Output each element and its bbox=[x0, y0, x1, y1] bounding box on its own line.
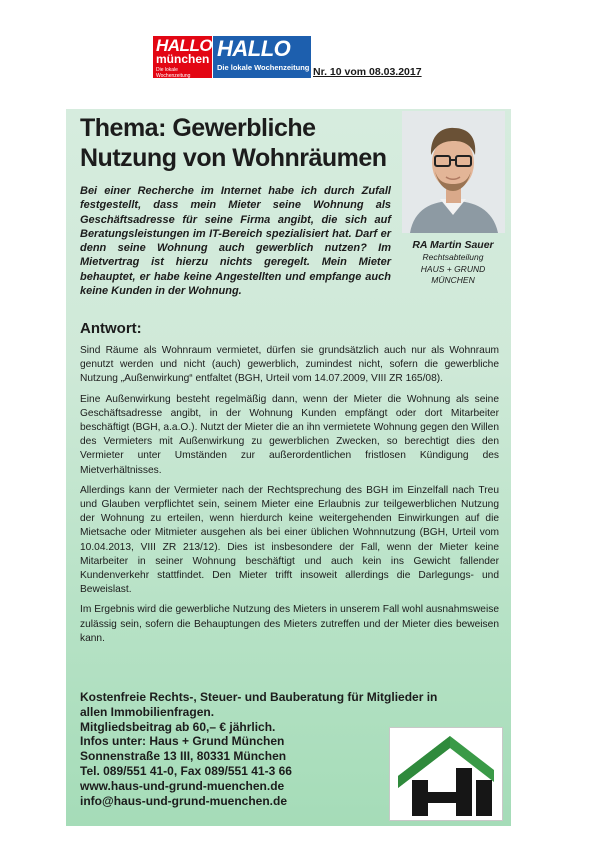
title-line-2: Nutzung von Wohnräumen bbox=[80, 144, 387, 172]
answer-paragraph-1: Sind Räume als Wohnraum vermietet, dürfen sie grundsätzlich auch nur als Wohnraum genutzt werden und nicht (auch) gewerblich, zumindest nicht, sofern die gewerbliche Nutzung „Außenwirkung“ entfaltet (BGH, Urteil vom 14.07.2009, VIII ZR 165/08). bbox=[80, 345, 499, 385]
author-org-line2: MÜNCHEN bbox=[431, 275, 475, 285]
hallo-logo bbox=[213, 36, 311, 78]
author-portrait-icon bbox=[402, 111, 505, 233]
issue-label: Nr. 10 vom 08.03.2017 bbox=[313, 66, 422, 78]
hallo-muenchen-logo bbox=[153, 36, 212, 78]
author-department: Rechtsabteilung bbox=[422, 252, 484, 262]
logo-blue-line1: HALLO bbox=[217, 36, 291, 61]
author-org-line1: HAUS + GRUND bbox=[420, 263, 486, 274]
footer-line-2: allen Immobilienfragen. bbox=[80, 704, 215, 719]
haus-und-grund-logo bbox=[389, 727, 503, 821]
footer-line-6: Tel. 089/551 41-0, Fax 089/551 41-3 66 bbox=[80, 763, 292, 778]
footer-line-3: Mitgliedsbeitrag ab 60,– € jährlich. bbox=[80, 719, 276, 734]
answer-paragraph-2: Eine Außenwirkung besteht regelmäßig dann, wenn der Mieter die Wohnung als seine Geschäftsadresse angibt, in der Wohnung Kunden empfängt oder dort Mitarbeiter beschäftigt (BGH, a.a.O.). Nutzt der Mieter die an ihn vermietete Wohnung gegen den Willen des Vermieters mit Außenwirkung zu gewerblichen Zwecken, so berechtigt dies den Vermieter unter Umständen zur außerordentlichen fristlosen Kündigung des Mietverhältnisses. bbox=[80, 393, 499, 476]
author-caption bbox=[398, 239, 508, 287]
logo-red-line1: HALLO bbox=[156, 36, 213, 55]
house-logo-icon bbox=[390, 728, 502, 820]
footer-website-link[interactable]: www.haus-und-grund-muenchen.de bbox=[80, 778, 285, 793]
answer-heading: Antwort: bbox=[80, 320, 142, 337]
footer-email-link[interactable]: info@haus-und-grund-muenchen.de bbox=[80, 793, 288, 808]
answer-body bbox=[80, 344, 499, 652]
footer-info bbox=[80, 690, 438, 808]
footer-line-4: Infos unter: Haus + Grund München bbox=[80, 734, 285, 749]
footer-line-1: Kostenfreie Rechts-, Steuer- und Bauberatung für Mitglieder in bbox=[80, 690, 438, 704]
author-photo bbox=[402, 111, 505, 233]
article-title bbox=[80, 113, 387, 173]
logo-blue-tagline: Die lokale Wochenzeitung bbox=[217, 63, 310, 72]
answer-paragraph-4: Im Ergebnis wird die gewerbliche Nutzung des Mieters in unserem Fall wohl ausnahmsweise zulässig sein, sofern die Behauptungen des Mieters zutreffen und der Mieter dies beweisen kann. bbox=[80, 604, 499, 644]
reader-question: Bei einer Recherche im Internet habe ich durch Zufall festgestellt, dass mein Mieter seine Wohnung als Geschäftsadresse für seine Firma angibt, die sich auf Beratungsleistungen im IT-Bereich spezialisiert hat. Darf er denn seine Wohnung auch gewerblich nutzen? Im Mietvertrag ist hierzu nichts geregelt. Mein Mieter behauptet, er habe keine Angestellten und empfange auch keine Kunden in der Wohnung. bbox=[80, 185, 391, 298]
answer-paragraph-3: Allerdings kann der Vermieter nach der Rechtsprechung des BGH im Einzelfall nach Treu und Glauben verpflichtet sein, seinem Mieter eine Erlaubnis zur teilgewerblichen Nutzung der Wohnung zu erteilen, wenn hierdurch keine weitergehenden Einwirkungen auf die Mietsache oder Mitmieter ausgehen als bei einer üblichen Wohnnutzung (BGH, Urteil vom 10.04.2013, VIII ZR 213/12). Dies ist insbesondere der Fall, wenn der Mieter keine Mitarbeiter in seiner Wohnung beschäftigt und auch kein ins Gewicht fallender Kundenverkehr stattfindet. Den Mieter trifft insoweit allerdings die Darlegungs- und Beweislast. bbox=[80, 484, 499, 596]
logo-red-tagline: Die lokale Wochenzeitung bbox=[156, 67, 191, 79]
author-name: RA Martin Sauer bbox=[412, 239, 494, 251]
footer-line-5: Sonnenstraße 13 III, 80331 München bbox=[80, 749, 287, 764]
title-line-1: Thema: Gewerbliche bbox=[80, 114, 316, 142]
logo-red-line2: münchen bbox=[156, 52, 210, 66]
